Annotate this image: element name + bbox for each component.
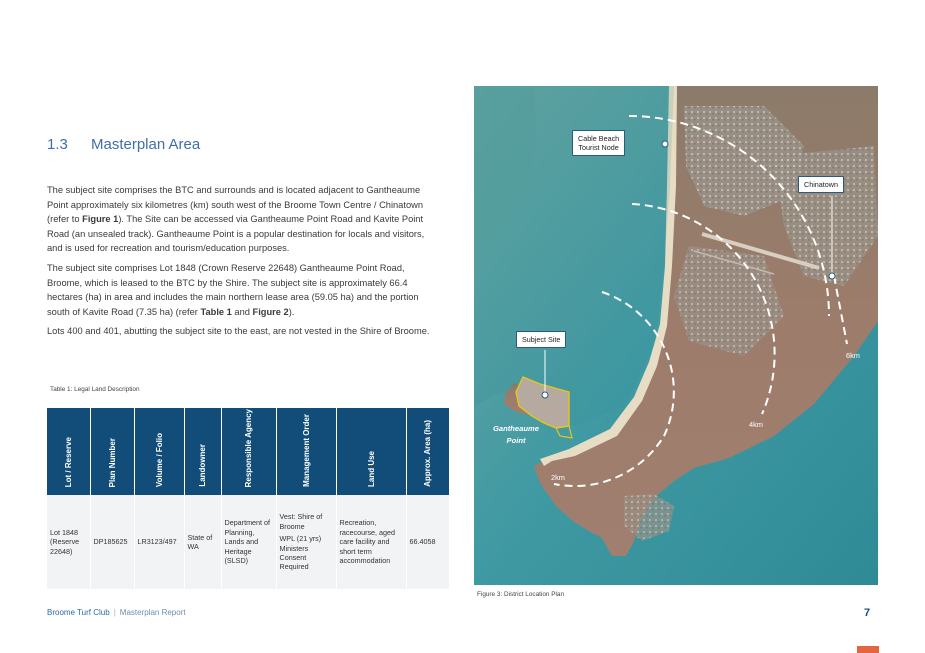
subject-site-marker <box>542 392 548 398</box>
p2-text-e: ). <box>288 306 295 317</box>
distance-label-6km: 6km <box>846 351 860 360</box>
cell-lot: Lot 1848 (Reserve 22648) <box>47 495 90 589</box>
cell-landowner: State of WA <box>184 495 221 589</box>
header-plan-number: Plan Number <box>107 437 117 487</box>
header-cell <box>221 408 276 495</box>
distance-label-2km: 2km <box>551 473 565 482</box>
footer-report: Masterplan Report <box>119 608 186 617</box>
cell-management <box>276 495 336 589</box>
gantheaume-label-line-1: Gantheaume <box>493 424 539 433</box>
paragraph-1 <box>47 183 442 256</box>
section-number: 1.3 <box>47 136 68 153</box>
cell-agency: Department of Planning, Lands and Heritage (SLSD) <box>221 495 276 589</box>
header-management-order: Management Order <box>301 414 311 487</box>
p1-text-a: The subject site comprises the BTC and surrounds and is located adjacent to Gantheaume Point approximately six kilometres (km) south west of the Broome Town Centre / Chinatown (refer to <box>47 185 423 225</box>
gantheaume-point-label <box>486 423 546 447</box>
p1-text-c: ). The Site can be accessed via Gantheaume Point Road and Kavite Point Road (an unsealed track). Gantheaume Point is a popular destination for locals and visitors, and is used for recreation and tourism/education purposes. <box>47 214 425 254</box>
header-cell <box>336 408 406 495</box>
cable-beach-label <box>572 130 625 156</box>
cell-plan: DP185625 <box>90 495 134 589</box>
table-1-ref: Table 1 <box>200 306 232 317</box>
page-number: 7 <box>864 607 871 619</box>
footer-separator: | <box>113 608 116 617</box>
header-cell <box>134 408 184 495</box>
header-lot-reserve: Lot / Reserve <box>63 436 73 487</box>
paragraph-2 <box>47 261 442 319</box>
section-title: Masterplan Area <box>91 136 201 153</box>
header-cell <box>47 408 90 495</box>
header-cell <box>90 408 134 495</box>
header-approx-area: Approx. Area (ha) <box>423 420 433 487</box>
cable-beach-label-line-2: Tourist Node <box>578 143 619 152</box>
p2-text-c: and <box>231 306 253 317</box>
header-land-use: Land Use <box>366 450 376 487</box>
header-landowner: Landowner <box>198 444 207 487</box>
table-row <box>47 495 449 589</box>
footer <box>47 608 186 617</box>
chinatown-marker <box>829 273 835 279</box>
cell-volume: LR3123/497 <box>134 495 184 589</box>
table-header-row <box>47 408 449 495</box>
header-cell <box>406 408 449 495</box>
figure-caption: Figure 3: District Location Plan <box>477 591 565 598</box>
footer-org: Broome Turf Club <box>47 608 110 617</box>
header-cell <box>276 408 336 495</box>
cable-beach-label-line-1: Cable Beach <box>578 134 620 143</box>
header-responsible-agency: Responsible Agency <box>244 408 253 487</box>
cable-beach-marker <box>662 141 668 147</box>
p2-text-a: The subject site comprises Lot 1848 (Crown Reserve 22648) Gantheaume Point Road, Broome, which is leased to the BTC by the Shire. The subject site is approximately 66.4 hectares (ha) in area and includes the main northern lease area (59.05 ha) and the portion south of Kavite Road (7.35 ha) (refer <box>47 262 419 317</box>
table-caption: Table 1: Legal Land Description <box>50 386 140 393</box>
subject-site-label: Subject Site <box>516 331 566 348</box>
figure-1-ref: Figure 1 <box>82 214 119 225</box>
cell-land-use: Recreation, racecourse, aged care facility and short term accommodation <box>336 495 406 589</box>
paragraph-3: Lots 400 and 401, abutting the subject site to the east, are not vested in the Shire of Broome. <box>47 326 430 337</box>
cell-area: 66.4058 <box>406 495 449 589</box>
chinatown-label: Chinatown <box>798 176 844 193</box>
section-heading <box>47 136 200 153</box>
distance-label-4km: 4km <box>749 420 763 429</box>
header-cell <box>184 408 221 495</box>
accent-bar <box>857 646 879 653</box>
management-line-2: WPL (21 yrs) Ministers Consent Required <box>279 534 322 572</box>
management-line-1: Vest: Shire of Broome <box>279 512 323 531</box>
gantheaume-label-line-2: Point <box>506 436 526 445</box>
header-volume-folio: Volume / Folio <box>154 432 164 487</box>
body-text <box>47 183 442 344</box>
legal-land-table <box>47 408 449 589</box>
figure-2-ref: Figure 2 <box>252 306 289 317</box>
district-location-map <box>474 86 878 585</box>
